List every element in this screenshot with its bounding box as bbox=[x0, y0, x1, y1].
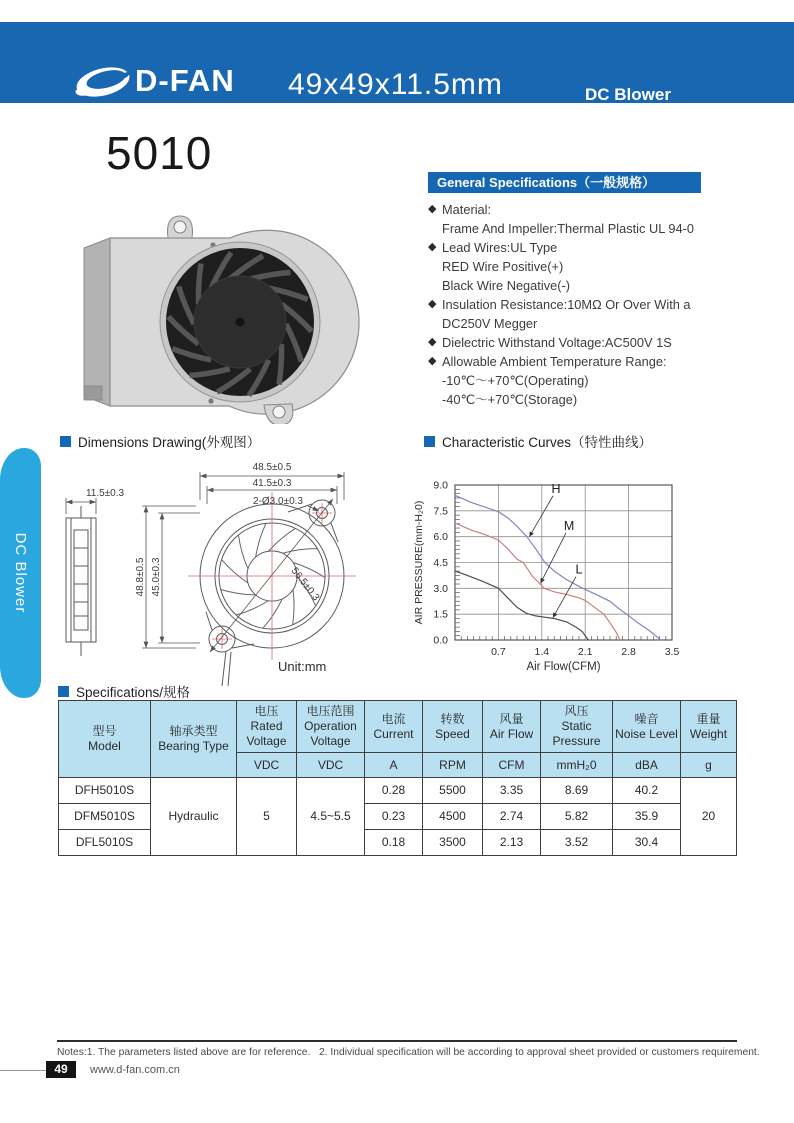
footer-rule bbox=[57, 1040, 737, 1042]
dim-width-outer: 48.5±0.5 bbox=[252, 462, 292, 473]
cell-speed: 4500 bbox=[423, 804, 483, 830]
header-zh: 重量 bbox=[696, 711, 721, 726]
column-header-model bbox=[59, 701, 151, 778]
header-zh: 型号 bbox=[92, 724, 117, 738]
chart-plot-area bbox=[413, 480, 679, 674]
cell-noise-level: 30.4 bbox=[613, 830, 681, 856]
spec-continuation-line bbox=[428, 390, 748, 409]
curve-M bbox=[455, 523, 620, 640]
header-en: Model bbox=[88, 739, 121, 753]
footer-notes: Notes:1. The parameters listed above are for reference. 2. Individual specification will be according to approval sheet provided or customers requirement. bbox=[57, 1047, 760, 1058]
unit-label: Unit:mm bbox=[278, 659, 327, 674]
dim-diagonal: 56.5±0.3 bbox=[288, 565, 322, 604]
cell-current: 0.18 bbox=[365, 830, 423, 856]
y-tick-label: 3.0 bbox=[433, 582, 448, 595]
diamond-bullet-icon: ◆ bbox=[428, 336, 437, 348]
spec-item-text: Black Wire Negative(-) bbox=[442, 278, 570, 293]
header-en: Bearing Type bbox=[158, 739, 229, 753]
specifications-table bbox=[58, 700, 737, 856]
column-header-operation-voltage bbox=[297, 701, 365, 753]
header-zh: 轴承类型 bbox=[169, 724, 218, 738]
curve-H bbox=[455, 495, 661, 640]
spec-item-text: Allowable Ambient Temperature Range: bbox=[442, 354, 667, 369]
header-en: Noise Level bbox=[615, 726, 678, 741]
header-zh: 电流 bbox=[381, 711, 406, 726]
column-header-bearing-type bbox=[151, 701, 237, 778]
unit-header-CFM: CFM bbox=[483, 753, 541, 778]
cell-air-flow: 3.35 bbox=[483, 778, 541, 804]
x-tick-label: 0.7 bbox=[491, 646, 506, 658]
fan-side-face bbox=[84, 238, 110, 406]
general-specs-title-bar: General Specifications（一般规格） bbox=[428, 172, 701, 193]
header-zh: 电压 bbox=[254, 704, 279, 718]
y-tick-label: 7.5 bbox=[433, 505, 448, 518]
y-tick-label: 0.0 bbox=[433, 634, 448, 647]
section-title-text: Characteristic Curves（特性曲线） bbox=[442, 435, 653, 450]
model-number: 5010 bbox=[106, 127, 213, 179]
dim-width-inner: 41.5±0.3 bbox=[252, 478, 292, 489]
header-en: Operation Voltage bbox=[304, 719, 357, 748]
spec-item-text: RED Wire Positive(+) bbox=[442, 259, 564, 274]
dimensions-drawing bbox=[50, 456, 402, 688]
brand-name: D-FAN bbox=[135, 63, 235, 98]
cell-static-pressure: 3.52 bbox=[541, 830, 613, 856]
section-bullet-icon bbox=[60, 436, 71, 447]
cell-model: DFH5010S bbox=[59, 778, 151, 804]
page-number-line bbox=[0, 1070, 46, 1071]
characteristic-curves-chart bbox=[410, 452, 710, 682]
column-header-speed bbox=[423, 701, 483, 753]
cell-bearing-type: Hydraulic bbox=[151, 778, 237, 856]
column-header-rated-voltage bbox=[237, 701, 297, 753]
cell-speed: 5500 bbox=[423, 778, 483, 804]
spec-item-text: Material: bbox=[442, 202, 492, 217]
y-tick-label: 4.5 bbox=[433, 557, 448, 569]
y-axis-title: AIR PRESSURE(mm-H₂0) bbox=[413, 500, 425, 625]
header-en: Current bbox=[373, 726, 414, 741]
diamond-bullet-icon: ◆ bbox=[428, 298, 437, 310]
diamond-bullet-icon: ◆ bbox=[428, 203, 437, 215]
dim-holes: 2-Ø3.0±0.3 bbox=[253, 496, 303, 507]
cell-noise-level: 40.2 bbox=[613, 778, 681, 804]
cell-air-flow: 2.13 bbox=[483, 830, 541, 856]
spec-item-text: Dielectric Withstand Voltage:AC500V 1S bbox=[442, 335, 672, 350]
curve-label-M: M bbox=[563, 518, 575, 533]
column-header-air-flow bbox=[483, 701, 541, 753]
x-axis-title: Air Flow(CFM) bbox=[526, 661, 601, 673]
spec-continuation-line bbox=[428, 371, 748, 390]
header-en: Rated Voltage bbox=[246, 719, 287, 748]
dim-thickness: 11.5±0.3 bbox=[85, 488, 125, 499]
header-en: Static Pressure bbox=[552, 719, 601, 748]
page-number-badge: 49 bbox=[46, 1061, 76, 1078]
fan-ear-top-hole bbox=[174, 221, 186, 233]
spec-item-text: -40℃～+70℃(Storage) bbox=[442, 392, 578, 407]
spec-continuation-line bbox=[428, 219, 748, 238]
spec-bullet-item bbox=[428, 333, 748, 352]
logo-swoosh-icon bbox=[70, 59, 134, 103]
curve-L bbox=[455, 571, 588, 640]
cell-weight: 20 bbox=[681, 778, 737, 856]
cell-speed: 3500 bbox=[423, 830, 483, 856]
dim-height-inner: 45.0±0.3 bbox=[151, 557, 162, 597]
curve-label-L: L bbox=[575, 562, 583, 577]
product-photo bbox=[68, 190, 390, 424]
bullet-spacer bbox=[428, 314, 442, 333]
bullet-spacer bbox=[428, 371, 442, 390]
spec-bullet-item bbox=[428, 200, 748, 219]
cell-air-flow: 2.74 bbox=[483, 804, 541, 830]
x-tick-label: 2.8 bbox=[621, 646, 636, 658]
spec-item-text: -10℃～+70℃(Operating) bbox=[442, 373, 589, 388]
spec-continuation-line bbox=[428, 276, 748, 295]
spec-bullet-item bbox=[428, 238, 748, 257]
unit-header-RPM: RPM bbox=[423, 753, 483, 778]
x-tick-label: 3.5 bbox=[664, 646, 680, 658]
header-zh: 转数 bbox=[440, 711, 465, 726]
spec-item-text: Insulation Resistance:10MΩ Or Over With a bbox=[442, 297, 691, 312]
page-title: 49x49x11.5mm bbox=[288, 68, 503, 101]
spec-bullet-item bbox=[428, 295, 748, 314]
header-en: Speed bbox=[435, 726, 470, 741]
brand-logo bbox=[70, 59, 235, 103]
cell-model: DFM5010S bbox=[59, 804, 151, 830]
cell-static-pressure: 8.69 bbox=[541, 778, 613, 804]
cell-noise-level: 35.9 bbox=[613, 804, 681, 830]
y-tick-label: 9.0 bbox=[433, 479, 448, 492]
unit-header-VDC: VDC bbox=[237, 753, 297, 778]
cell-static-pressure: 5.82 bbox=[541, 804, 613, 830]
section-title-text: Specifications/规格 bbox=[76, 685, 191, 700]
unit-header-g: g bbox=[681, 753, 737, 778]
side-tab-dc-blower[interactable] bbox=[0, 448, 41, 698]
header-zh: 风量 bbox=[499, 711, 524, 726]
header-zh: 风压 bbox=[564, 704, 589, 718]
y-tick-label: 6.0 bbox=[433, 531, 448, 544]
x-tick-label: 1.4 bbox=[534, 646, 550, 658]
column-header-static-pressure bbox=[541, 701, 613, 753]
unit-header-A: A bbox=[365, 753, 423, 778]
bullet-spacer bbox=[428, 257, 442, 276]
spec-item-text: Lead Wires:UL Type bbox=[442, 240, 558, 255]
side-tab-label: DC Blower bbox=[12, 532, 29, 614]
general-specs-list bbox=[428, 200, 748, 409]
header-zh: 噪音 bbox=[634, 711, 659, 726]
website-url[interactable]: www.d-fan.com.cn bbox=[90, 1064, 180, 1076]
unit-header-mmH₂0: mmH₂0 bbox=[541, 753, 613, 778]
dim-height-outer: 48.8±0.5 bbox=[135, 557, 146, 597]
cell-rated-voltage: 5 bbox=[237, 778, 297, 856]
bullet-spacer bbox=[428, 219, 442, 238]
diamond-bullet-icon: ◆ bbox=[428, 355, 437, 367]
spec-item-text: Frame And Impeller:Thermal Plastic UL 94-0 bbox=[442, 221, 695, 236]
spec-bullet-item bbox=[428, 352, 748, 371]
column-header-weight bbox=[681, 701, 737, 753]
cell-operation-voltage: 4.5~5.5 bbox=[297, 778, 365, 856]
section-title-text: Dimensions Drawing(外观图） bbox=[78, 435, 261, 450]
section-dimensions-drawing bbox=[60, 431, 260, 451]
fan-foot bbox=[84, 386, 102, 400]
header-en: Weight bbox=[689, 726, 728, 741]
x-tick-label: 2.1 bbox=[577, 646, 593, 658]
header-en: Air Flow bbox=[489, 726, 534, 741]
cell-current: 0.28 bbox=[365, 778, 423, 804]
cell-current: 0.23 bbox=[365, 804, 423, 830]
bullet-spacer bbox=[428, 276, 442, 295]
section-bullet-icon bbox=[424, 436, 435, 447]
spec-item-text: DC250V Megger bbox=[442, 316, 538, 331]
y-tick-label: 1.5 bbox=[433, 608, 448, 621]
page-subtitle: DC Blower bbox=[585, 85, 671, 104]
impeller-center bbox=[236, 318, 245, 327]
spec-continuation-line bbox=[428, 314, 748, 333]
curve-label-H: H bbox=[551, 481, 561, 496]
column-header-current bbox=[365, 701, 423, 753]
unit-header-VDC: VDC bbox=[297, 753, 365, 778]
fan-ear-bottom-hole bbox=[273, 406, 285, 418]
spec-continuation-line bbox=[428, 257, 748, 276]
screw-dot bbox=[208, 398, 213, 403]
header-zh: 电压范围 bbox=[306, 704, 355, 718]
header-bar bbox=[0, 22, 794, 103]
column-header-noise-level bbox=[613, 701, 681, 753]
table-row bbox=[59, 778, 737, 804]
cell-model: DFL5010S bbox=[59, 830, 151, 856]
section-characteristic-curves bbox=[424, 431, 652, 451]
bullet-spacer bbox=[428, 390, 442, 409]
diamond-bullet-icon: ◆ bbox=[428, 241, 437, 253]
unit-header-dBA: dBA bbox=[613, 753, 681, 778]
